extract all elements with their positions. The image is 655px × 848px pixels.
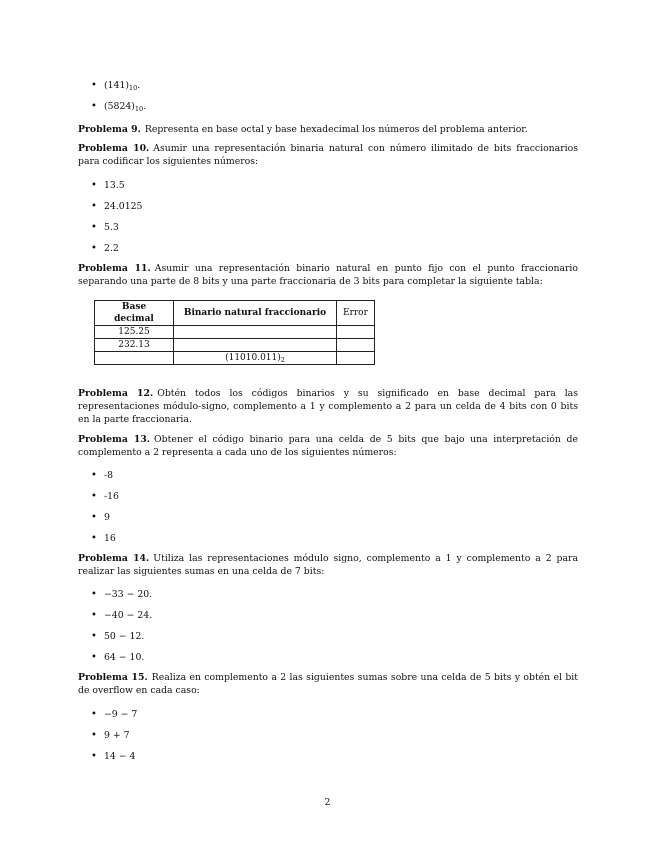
problem-13 — [78, 433, 578, 459]
header-binario: Binario natural fraccionario — [174, 300, 337, 325]
problem-text: Asumir una representación binaria natural con número ilimitado de bits fraccionarios para codificar los siguientes números: — [78, 143, 578, 168]
problem-10-list — [78, 175, 578, 259]
problem-text: Representa en base octal y base hexadecimal los números del problema anterior. — [144, 124, 528, 135]
problem-label: Problema 10. — [78, 143, 150, 155]
problem-10 — [78, 142, 578, 168]
problem-text: Utiliza las representaciones módulo signo, complemento a 1 y complemento a 2 para realizar las siguientes sumas en una celda de 7 bits: — [78, 552, 578, 578]
table-cell — [337, 325, 375, 338]
problem-9 — [78, 123, 578, 136]
top-list — [78, 75, 578, 117]
list-item: • 64 − 10. — [78, 647, 578, 668]
list-item: • 24.0125 — [78, 196, 578, 217]
table-cell — [174, 338, 337, 351]
header-error: Error — [337, 300, 375, 325]
table-cell: 232.13 — [95, 338, 174, 351]
problem-text: Asumir una representación binario natural en punto fijo con el punto fraccionario separando una parte de 8 bits y una parte fraccionaria de 3 bits para completar la siguiente tabla: — [78, 262, 578, 287]
problem-14-list — [78, 584, 578, 668]
page-content — [78, 75, 578, 767]
table-cell — [174, 325, 337, 338]
list-item: • -8 — [78, 465, 578, 486]
list-item: • 9 + 7 — [78, 725, 578, 746]
table-cell: 125.25 — [95, 325, 174, 338]
list-item: • 2.2 — [78, 238, 578, 259]
problem-label: Problema 13. — [78, 433, 151, 445]
problem-label: Problema 12. — [78, 387, 154, 399]
list-item: • −9 − 7 — [78, 704, 578, 725]
problem-text: Obtener el código binario para una celda de 5 bits que bajo una interpretación de complemento a 2 representa a cada uno de los siguientes números: — [78, 433, 578, 458]
list-item: • 14 − 4 — [78, 746, 578, 767]
list-item: • 5.3 — [78, 217, 578, 238]
list-item: • −33 − 20. — [78, 584, 578, 605]
table-row — [95, 325, 375, 338]
problem-15-list — [78, 704, 578, 767]
problem-15 — [78, 671, 578, 697]
list-item: • 50 − 12. — [78, 626, 578, 647]
list-item: • 13.5 — [78, 175, 578, 196]
table-row — [95, 351, 375, 364]
problem-12 — [78, 387, 578, 427]
list-item: • 9 — [78, 507, 578, 528]
problem-13-list — [78, 465, 578, 549]
list-item: • $(5824)_{10}$. — [78, 96, 578, 117]
problem-11 — [78, 262, 578, 288]
table-cell: $(11010.011)_2$ — [174, 351, 337, 364]
list-item: • $(141)_{10}$. — [78, 75, 578, 96]
table-row — [95, 338, 375, 351]
problem-text: Obtén todos los códigos binarios y su significado en base decimal para las representaciones módulo-signo, complemento a 1 y complemento a 2 para un celda de 4 bits con 0 bits en la parte fraccionaria. — [78, 387, 578, 426]
list-item: • −40 − 24. — [78, 605, 578, 626]
problem-label: Problema 15. — [78, 672, 148, 684]
table-cell — [95, 351, 174, 364]
list-item: • 16 — [78, 528, 578, 549]
page-number: 2 — [324, 797, 331, 808]
list-item: • -16 — [78, 486, 578, 507]
table-header-row — [95, 300, 375, 325]
problem-label: Problema 11. — [78, 262, 151, 274]
problem-text: Realiza en complemento a 2 las siguientes sumas sobre una celda de 5 bits y obtén el bit de overflow en cada caso: — [78, 672, 579, 697]
table-cell — [337, 351, 375, 364]
problem-label: Problema 9. — [78, 124, 141, 135]
table-cell — [337, 338, 375, 351]
problem-label: Problema 14. — [78, 552, 150, 564]
problem-14 — [78, 552, 578, 578]
conversion-table — [94, 300, 375, 365]
header-base-decimal: Base decimal — [95, 300, 174, 325]
